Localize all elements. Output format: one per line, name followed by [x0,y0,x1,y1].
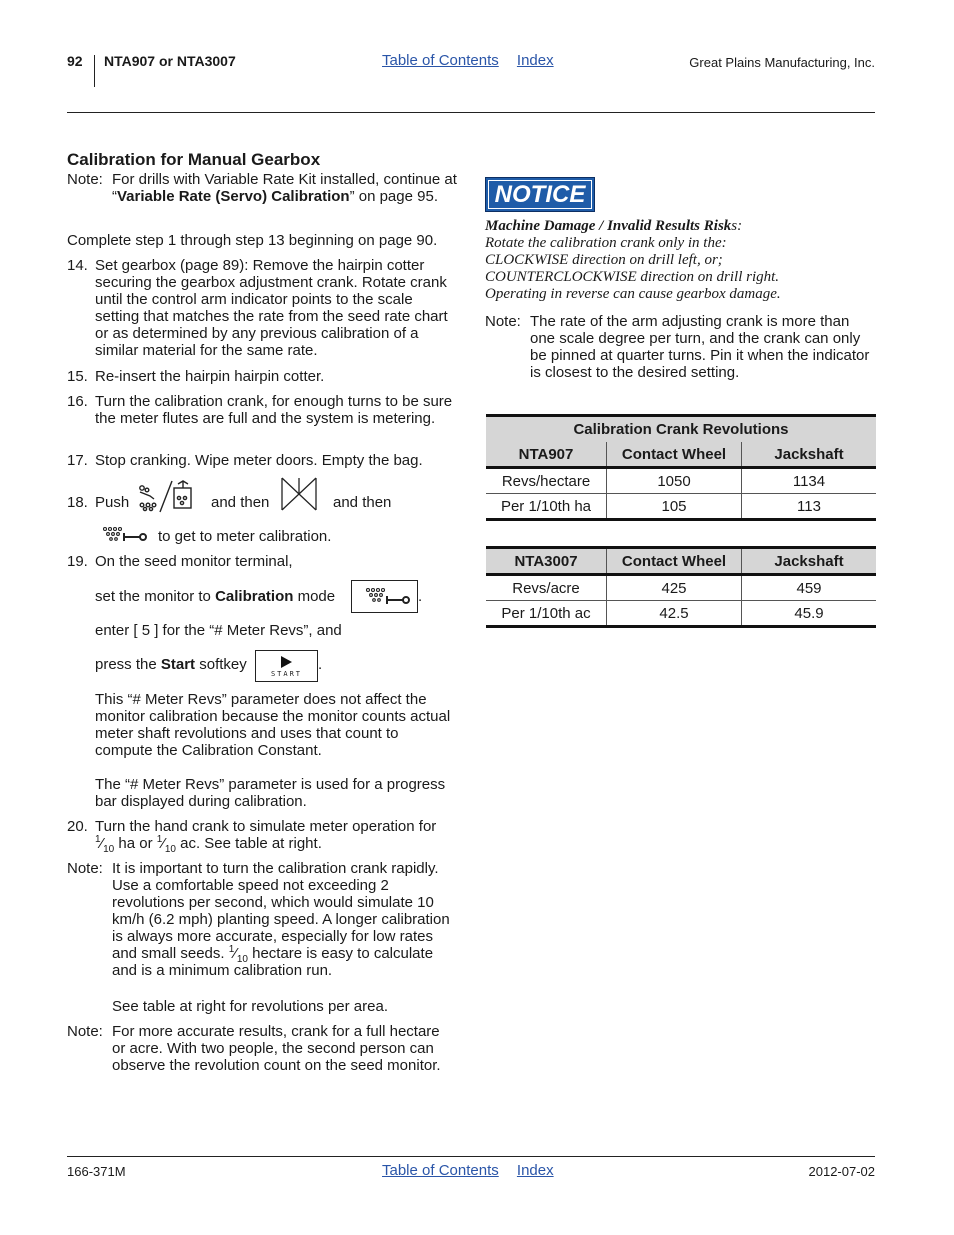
table-row [486,575,876,601]
table-header-row [486,549,876,575]
step-number: 20. [67,818,88,835]
step-14-text: Set gearbox (page 89): Remove the hairpin cotter securing the gearbox adjustment crank. Rotate crank until the control arm indicator points to the scale setting that matches the rate from the seed rate chart or as determined by any previous calibration of a similar material for the same rate. [95,257,448,359]
header-nav [382,52,554,69]
calibration-table-nta907 [486,414,876,521]
table-cell: 1134 [742,468,877,494]
table-title: Calibration Crank Revolutions [486,417,876,442]
table-cell: 459 [742,575,877,601]
step-18-end: to get to meter calibration. [158,528,332,545]
index-link[interactable]: Index [516,1162,554,1179]
column-header: NTA3007 [514,552,578,570]
step-18-push: Push [95,494,130,511]
start-softkey[interactable] [255,650,318,682]
table-cell: Revs/acre [512,579,580,597]
page-number: 92 [67,53,83,69]
table-header-row [486,442,876,468]
step-number: 15. [67,368,88,385]
table-row [486,494,876,520]
notice-line: Operating in reverse can cause gearbox damage. [485,286,781,302]
step-number: 16. [67,393,88,410]
table-cell: 42.5 [607,601,742,627]
seed-meter-home-key-icon [134,478,196,514]
step-19-paragraph-2: The “# Meter Revs” parameter is used for a progress bar displayed during calibration. [95,776,446,810]
note-full-hectare: For more accurate results, crank for a full hectare or acre. With two people, the second person can observe the revolution count on the seed monitor. [112,1023,441,1074]
step-19-enter: enter [ 5 ] for the “# Meter Revs”, and [95,622,342,639]
header-rule [67,112,875,113]
notice-line: COUNTERCLOCKWISE direction on drill right. [485,269,780,285]
document-date: 2012-07-02 [808,1164,875,1179]
table-cell: 425 [607,575,742,601]
note-label: Note: [67,171,103,188]
step-number: 17. [67,452,88,469]
table-cell: 45.9 [742,601,877,627]
toc-link[interactable]: Table of Contents [382,1162,499,1179]
note-label: Note: [485,313,521,330]
table-cell: Per 1/10th ha [500,497,592,515]
table-cell: 1050 [607,468,742,494]
note-crank-rate: The rate of the arm adjusting crank is more than one scale degree per turn, and the crank can only be pinned at quarter turns. Pin it when the indicator is closest to the desired setting. [530,313,870,381]
step-19-press: press the Start softkey [95,656,247,673]
step-19-set-mode: set the monitor to Calibration mode [95,588,336,605]
table-row [486,468,876,494]
footer-nav [382,1162,554,1179]
step-number: 19. [67,553,88,570]
section-title: Calibration for Manual Gearbox [67,150,321,169]
note-crank-speed: It is important to turn the calibration crank rapidly. Use a comfortable speed not exceeding 2 revolutions per second, which would simulate 10 km/h (6.2 mph) planting speed. A longer calibration is always more accurate, especially for low rates and small seeds. $^1⁄_{10}$ hectare is easy to calculate and is a minimum calibration run. [112,860,450,979]
notice-line: Rotate the calibration crank only in the: [485,235,727,251]
calibration-wrench-icon [102,526,148,544]
calibration-wrench-icon [352,581,417,612]
step-19-paragraph-1: This “# Meter Revs” parameter does not affect the monitor calibration because the monitor counts actual meter shaft revolutions and uses that count to compute the Calibration Constant. [95,691,451,759]
column-header: NTA907 [518,445,574,463]
step-18-then: and then [333,494,392,511]
calibration-table-nta3007 [486,546,876,628]
column-header: Jackshaft [742,549,877,575]
play-icon [279,655,293,669]
start-key-label: START [270,670,303,678]
note-variable-rate: For drills with Variable Rate Kit installed, continue at “Variable Rate (Servo) Calibration” on page 95. [112,171,457,205]
table-cell: Revs/hectare [501,472,591,490]
punctuation: . [318,656,323,673]
note-label: Note: [67,860,103,877]
notice-badge-text: NOTICE [494,181,586,208]
index-link[interactable]: Index [516,52,554,69]
notice-heading: Machine Damage / Invalid Results Risks: [485,218,743,234]
notice-badge [485,177,595,212]
column-header: Jackshaft [742,442,877,468]
note-label: Note: [67,1023,103,1040]
step-15-text: Re-insert the hairpin hairpin cotter. [95,368,325,385]
step-17-text: Stop cranking. Wipe meter doors. Empty the bag. [95,452,423,469]
company-name: Great Plains Manufacturing, Inc. [689,55,875,70]
note-see-table: See table at right for revolutions per area. [112,998,388,1015]
step-19-intro: On the seed monitor terminal, [95,553,293,570]
column-header: Contact Wheel [607,549,742,575]
footer-rule [67,1156,875,1157]
valve-icon [279,476,319,512]
toc-link[interactable]: Table of Contents [382,52,499,69]
intro-text: Complete step 1 through step 13 beginning on page 90. [67,232,438,249]
header-divider [94,55,95,87]
column-header: Contact Wheel [607,442,742,468]
table-cell: 105 [607,494,742,520]
calibration-mode-key[interactable] [351,580,418,613]
step-number: 14. [67,257,88,274]
table-row [486,601,876,627]
step-18-then: and then [211,494,270,511]
notice-line: CLOCKWISE direction on drill left, or; [485,252,723,268]
step-16-text: Turn the calibration crank, for enough turns to be sure the meter flutes are full and the system is metering. [95,393,453,427]
table-cell: Per 1/10th ac [501,604,591,622]
step-20-text: Turn the hand crank to simulate meter operation for $^1⁄_{10}$ ha or $^1⁄_{10}$ ac. See table at right. [95,818,437,855]
punctuation: . [418,588,423,605]
step-number: 18. [67,494,88,511]
table-cell: 113 [742,494,877,520]
document-model: NTA907 or NTA3007 [104,53,236,69]
document-number: 166-371M [67,1164,126,1179]
